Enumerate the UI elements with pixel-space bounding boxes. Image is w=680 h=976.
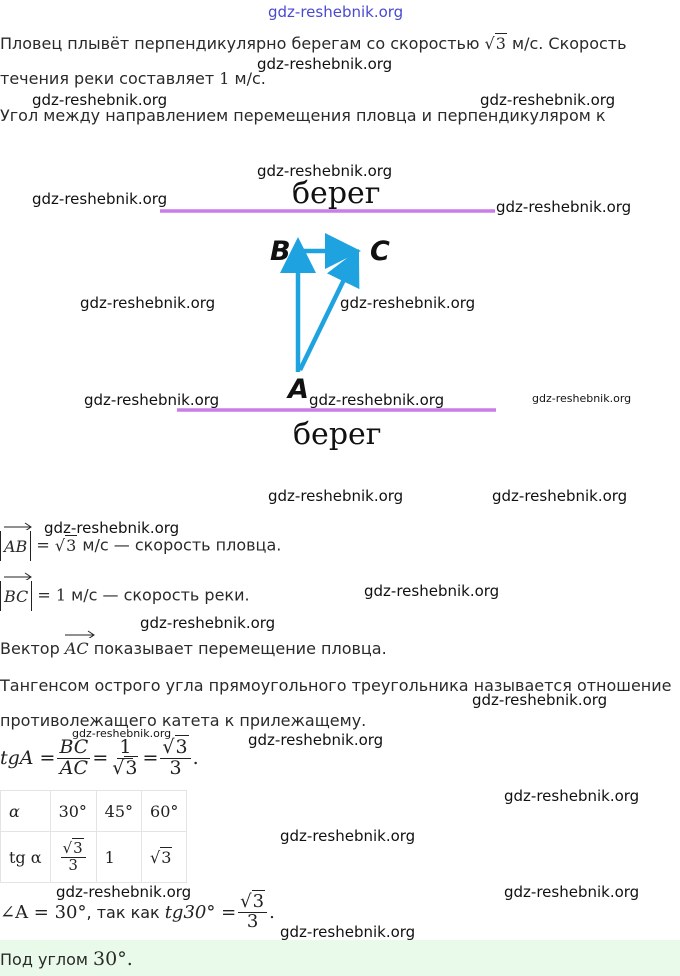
problem-line-1	[0, 34, 627, 53]
bank-label-bottom: берег	[293, 417, 382, 452]
table-cell: 1	[96, 832, 141, 883]
watermark: gdz-reshebnik.org	[44, 519, 180, 537]
equals-value: = 1	[37, 585, 67, 605]
table-row	[1, 791, 187, 832]
watermark: gdz-reshebnik.org	[496, 198, 632, 216]
tg-formula	[0, 738, 199, 779]
fraction-1-sqrt3: $\frac{1}{√3}$	[112, 736, 138, 779]
period: .	[269, 901, 275, 923]
period: .	[192, 747, 199, 770]
watermark: gdz-reshebnik.org	[248, 731, 384, 749]
tg-expression: tg30° =	[164, 901, 237, 923]
vector-label: Вектор	[0, 639, 60, 658]
bank-label-top: берег	[292, 176, 381, 211]
problem-line-3: Угол между направлением перемещения пловца и перпендикуляром к	[0, 106, 606, 125]
vector-ac-line	[0, 639, 387, 658]
answer-value: 30°.	[93, 948, 133, 970]
watermark: gdz-reshebnik.org	[72, 727, 172, 740]
conclusion-text: , так как	[86, 902, 160, 922]
problem-text: м/с.	[234, 69, 266, 88]
watermark: gdz-reshebnik.org	[504, 883, 640, 901]
vector-abs	[0, 531, 31, 561]
watermark: gdz-reshebnik.org	[56, 883, 192, 901]
angle-value: ∠A = 30°	[0, 901, 87, 923]
watermark: gdz-reshebnik.org	[280, 923, 416, 941]
tangent-values-table	[0, 790, 187, 883]
watermark: gdz-reshebnik.org	[504, 787, 640, 805]
watermark: gdz-reshebnik.org	[268, 3, 404, 21]
table-cell: α	[1, 791, 51, 832]
table-row	[1, 832, 187, 883]
bc-speed-line	[0, 581, 250, 611]
watermark: gdz-reshebnik.org	[472, 691, 608, 709]
sqrt-value: √3	[54, 535, 77, 555]
table-cell: 60°	[142, 791, 187, 832]
answer-text: Под углом	[0, 950, 88, 969]
watermark: gdz-reshebnik.org	[140, 614, 276, 632]
number-value: 1	[219, 69, 230, 88]
vector-ac-arrow	[300, 257, 355, 370]
vector-ac: AC	[65, 639, 89, 658]
fraction-sqrt3-3: $\frac{√3}{3}$	[160, 738, 190, 779]
watermark: gdz-reshebnik.org	[257, 162, 393, 180]
ab-text: м/с — скорость пловца.	[82, 535, 282, 555]
tg-lhs: tgA =	[0, 747, 56, 770]
problem-text: м/с. Скорость	[512, 34, 627, 53]
point-c-label: C	[370, 236, 390, 267]
table-cell: $\frac{√3}{3}$	[50, 832, 96, 883]
equals-sign: =	[36, 535, 50, 555]
watermark: gdz-reshebnik.org	[32, 91, 168, 109]
fraction-sqrt3-3: $\frac{√3}{3}$	[238, 893, 267, 932]
vector-text: показывает перемещение пловца.	[93, 639, 387, 658]
watermark: gdz-reshebnik.org	[257, 55, 393, 73]
watermark: gdz-reshebnik.org	[309, 391, 445, 409]
fraction-bc-ac: $\frac{BC}{AC}$	[59, 736, 89, 779]
equals-sign: =	[92, 747, 109, 770]
watermark: gdz-reshebnik.org	[32, 190, 168, 208]
table-cell: 30°	[50, 791, 96, 832]
problem-text: Пловец плывёт перпендикулярно берегам со скоростью	[0, 34, 480, 53]
problem-line-2	[0, 69, 266, 88]
watermark: gdz-reshebnik.org	[268, 487, 404, 505]
answer-line	[0, 948, 133, 970]
sqrt-value: √3	[484, 34, 506, 53]
vector-ab: AB	[4, 531, 27, 563]
point-a-label: A	[288, 374, 309, 405]
tangent-line-2: противолежащего катета к прилежащему.	[0, 711, 367, 730]
vector-bc: BC	[4, 581, 28, 613]
vector-abs	[0, 581, 32, 611]
watermark: gdz-reshebnik.org	[84, 391, 220, 409]
equals-sign: =	[142, 747, 159, 770]
table-cell: √3	[142, 832, 187, 883]
watermark: gdz-reshebnik.org	[80, 294, 216, 312]
problem-text: течения реки составляет	[0, 69, 215, 88]
watermark: gdz-reshebnik.org	[340, 294, 476, 312]
table-cell: tg α	[1, 832, 51, 883]
tangent-line-1: Тангенсом острого угла прямоугольного треугольника называется отношение	[0, 676, 672, 695]
point-b-label: B	[270, 236, 291, 267]
watermark: gdz-reshebnik.org	[480, 91, 616, 109]
bc-text: м/с — скорость реки.	[71, 585, 250, 605]
conclusion-line	[0, 893, 275, 932]
watermark: gdz-reshebnik.org	[364, 582, 500, 600]
watermark: gdz-reshebnik.org	[532, 392, 632, 405]
watermark: gdz-reshebnik.org	[492, 487, 628, 505]
table-cell: 45°	[96, 791, 141, 832]
watermark: gdz-reshebnik.org	[280, 827, 416, 845]
